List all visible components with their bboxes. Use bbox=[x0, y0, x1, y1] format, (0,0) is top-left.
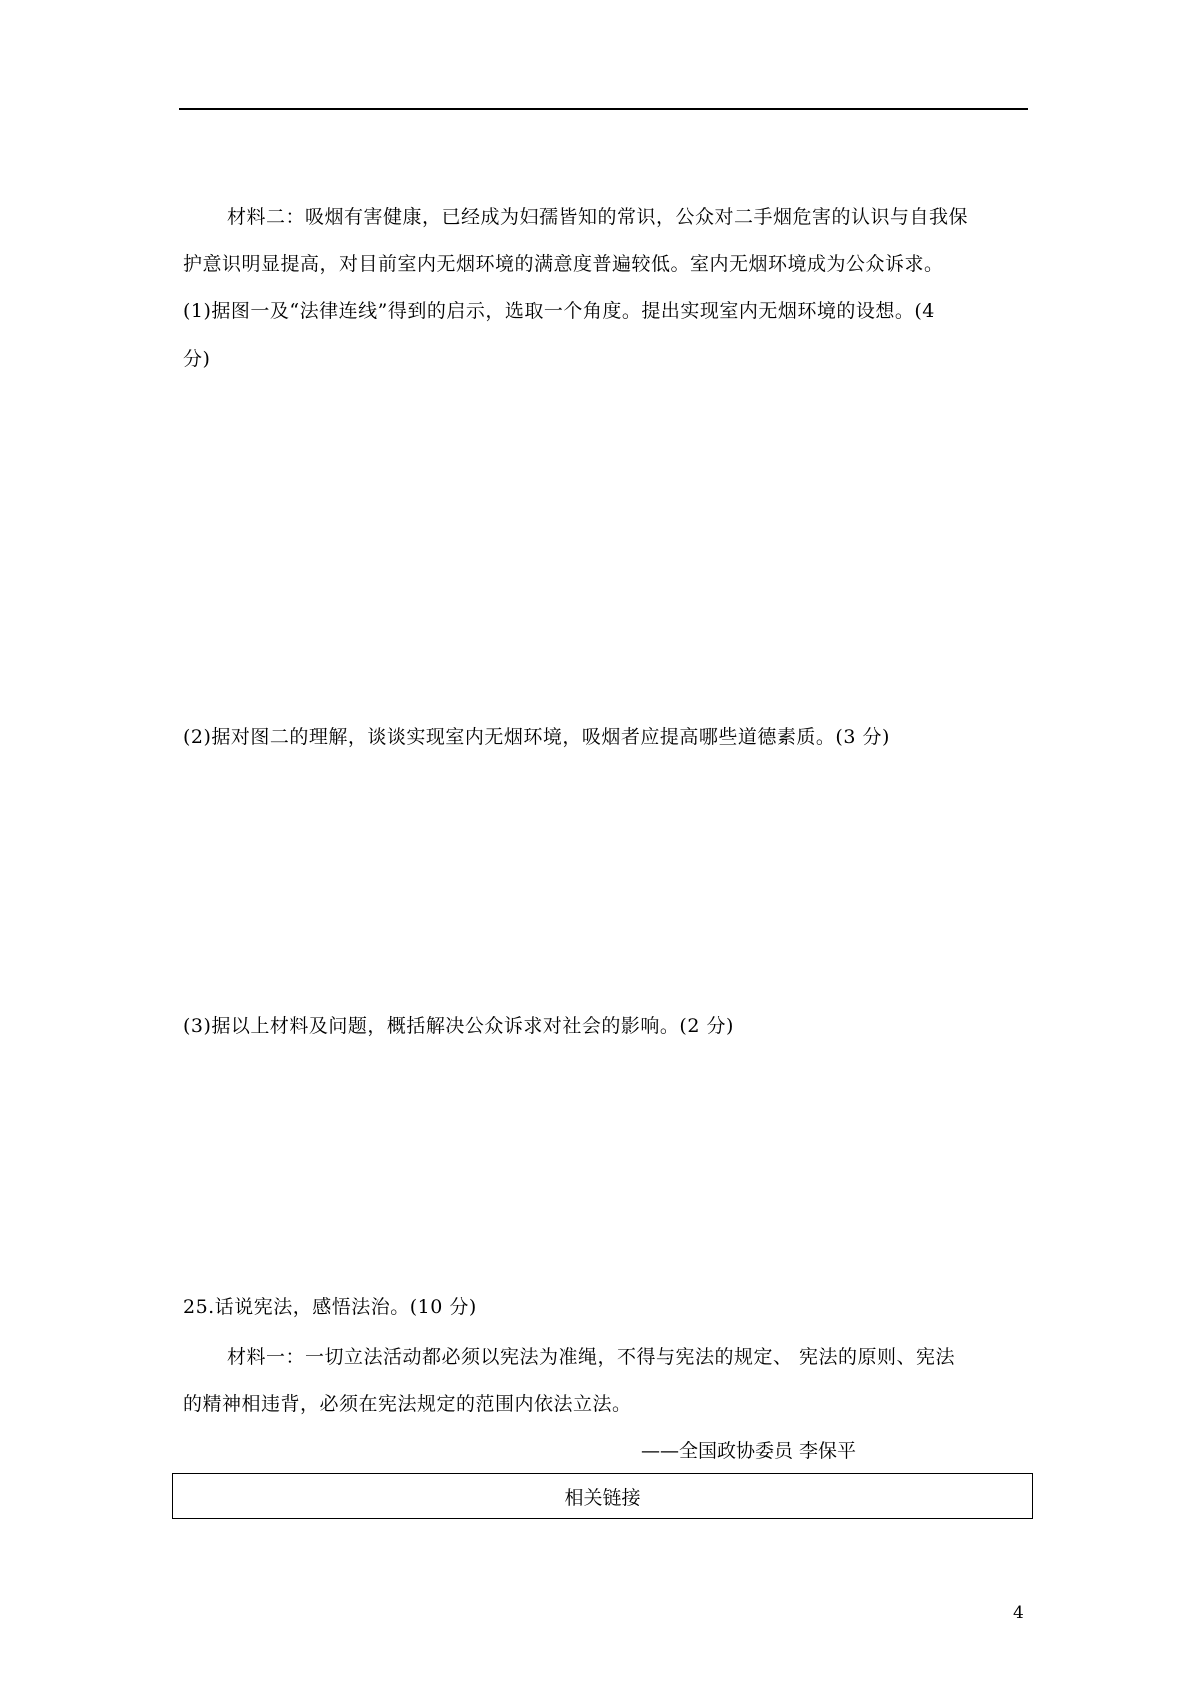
question25-title: 25.话说宪法，感悟法治。(10 分) bbox=[183, 1296, 477, 1318]
page-number: 4 bbox=[1013, 1603, 1024, 1623]
question3: (3)据以上材料及问题，概括解决公众诉求对社会的影响。(2 分) bbox=[183, 1015, 734, 1037]
question2: (2)据对图二的理解，谈谈实现室内无烟环境，吸烟者应提高哪些道德素质。(3 分) bbox=[183, 726, 890, 748]
related-links-label: 相关链接 bbox=[564, 1486, 641, 1509]
header-rule bbox=[179, 108, 1028, 110]
material2-line2: 护意识明显提高，对目前室内无烟环境的满意度普遍较低。室内无烟环境成为公众诉求。 bbox=[183, 253, 944, 275]
attribution: ——全国政协委员 李保平 bbox=[641, 1440, 857, 1462]
question25-material1-line1: 材料一：一切立法活动都必须以宪法为准绳，不得与宪法的规定、 宪法的原则、宪法 bbox=[227, 1346, 956, 1368]
question25-material1-line2: 的精神相违背，必须在宪法规定的范围内依法立法。 bbox=[183, 1393, 632, 1415]
material2-line1: 材料二：吸烟有害健康，已经成为妇孺皆知的常识，公众对二手烟危害的认识与自我保 bbox=[227, 206, 969, 228]
question1-line1: (1)据图一及“法律连线”得到的启示，选取一个角度。提出实现室内无烟环境的设想。(4 bbox=[183, 300, 935, 322]
question1-line2: 分) bbox=[183, 348, 211, 370]
related-links-box bbox=[172, 1473, 1033, 1519]
